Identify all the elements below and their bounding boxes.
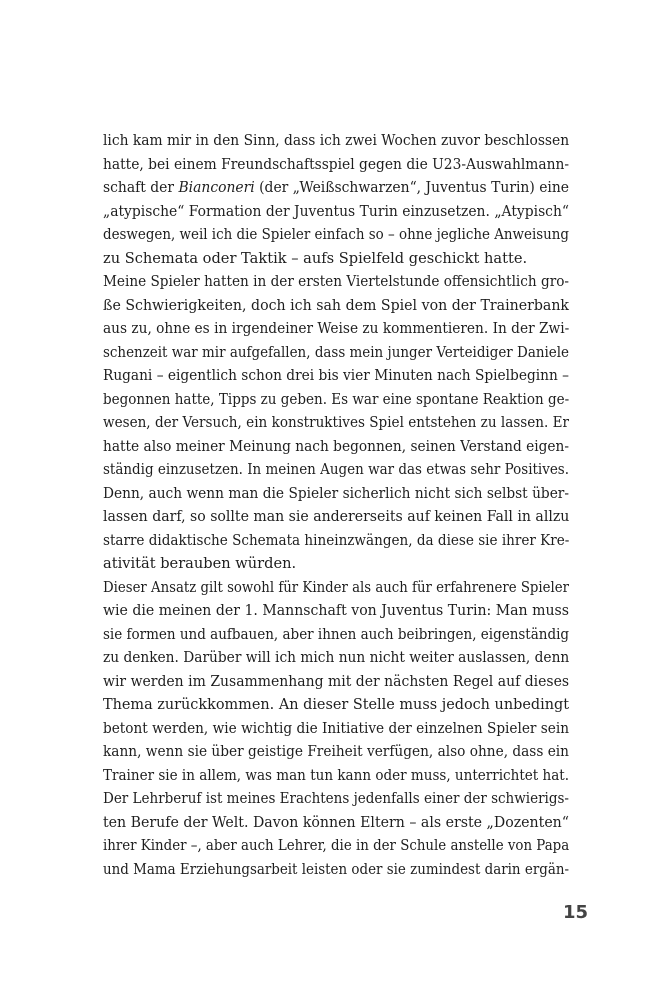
- page-number: 15: [562, 902, 588, 923]
- text-line: [103, 153, 569, 177]
- text-line: „atypische“ Formation der Juventus Turin einzusetzen. „Atypisch“: [103, 202, 569, 220]
- text-line: wesen, der Versuch, ein konstruktives Spiel entstehen zu lassen. Er: [103, 414, 569, 431]
- text-segment: (der „Weißschwarzen“, Juventus Turin) eine: [254, 179, 570, 196]
- text-line: zu denken. Darüber will ich mich nun nicht weiter auslassen, denn: [103, 649, 570, 666]
- text-line: ativität berauben würden.: [103, 555, 297, 572]
- text-line: Rugani – eigentlich schon drei bis vier Minuten nach Spielbeginn –: [103, 367, 569, 384]
- text-line: Der Lehrberuf ist meines Erachtens jedenfalls einer der schwierigs-: [103, 790, 569, 807]
- text-line: lich kam mir in den Sinn, dass ich zwei Wochen zuvor beschlossen: [103, 132, 570, 149]
- text-line: [103, 176, 569, 200]
- text-line: aus zu, ohne es in irgendeiner Weise zu kommentieren. In der Zwi-: [103, 320, 570, 337]
- text-line: starre didaktische Schemata hineinzwängen, da diese sie ihrer Kre-: [103, 531, 570, 549]
- text-line: ße Schwierigkeiten, doch ich sah dem Spiel von der Trainerbank: [103, 296, 569, 314]
- text-line: betont werden, wie wichtig die Initiative der einzelnen Spieler sein: [103, 719, 569, 737]
- text-segment: schaft der: [103, 179, 179, 196]
- text-line: hatte also meiner Meinung nach begonnen, seinen Verstand eigen-: [103, 437, 569, 455]
- text-line: wie die meinen der 1. Mannschaft von Juventus Turin: Man muss: [103, 602, 569, 619]
- text-line: wir werden im Zusammenhang mit der nächsten Regel auf dieses: [103, 672, 569, 690]
- text-segment: hatte, bei einem Freundschaftsspiel gegen die U23-Auswahlmann-: [103, 155, 569, 173]
- text-line: zu Schemata oder Taktik – aufs Spielfeld geschickt hatte.: [103, 249, 528, 267]
- text-line: kann, wenn sie über geistige Freiheit verfügen, also ohne, dass ein: [103, 743, 569, 760]
- body-text: [103, 129, 569, 881]
- text-line: Trainer sie in allem, was man tun kann oder muss, unterrichtet hat.: [103, 766, 569, 784]
- text-line: Meine Spieler hatten in der ersten Viertelstunde offensichtlich gro-: [103, 273, 569, 290]
- text-line: ihrer Kinder –, aber auch Lehrer, die in der Schule anstelle von Papa: [103, 837, 570, 854]
- text-line: Denn, auch wenn man die Spieler sicherlich nicht sich selbst über-: [103, 484, 569, 502]
- text-line: deswegen, weil ich die Spieler einfach so – ohne jegliche Anweisung: [103, 226, 569, 243]
- text-line: Thema zurückkommen. An dieser Stelle muss jedoch unbedingt: [103, 696, 569, 713]
- text-line: begonnen hatte, Tipps zu geben. Es war eine spontane Reaktion ge-: [103, 390, 570, 408]
- text-line: Dieser Ansatz gilt sowohl für Kinder als auch für erfahrenere Spieler: [103, 578, 569, 596]
- text-line: ten Berufe der Welt. Davon können Eltern – als erste „Dozenten“: [103, 813, 570, 831]
- text-line: lassen darf, so sollte man sie andererseits auf keinen Fall in allzu: [103, 508, 570, 525]
- text-line: sie formen und aufbauen, aber ihnen auch beibringen, eigenständig: [103, 625, 570, 643]
- text-line: ständig einzusetzen. In meinen Augen war das etwas sehr Positives.: [103, 461, 569, 478]
- text-line: und Mama Erziehungsarbeit leisten oder sie zumindest darin ergän-: [103, 860, 569, 878]
- text-line: schenzeit war mir aufgefallen, dass mein junger Verteidiger Daniele: [103, 343, 569, 361]
- italic-term: Bianconeri: [178, 179, 255, 196]
